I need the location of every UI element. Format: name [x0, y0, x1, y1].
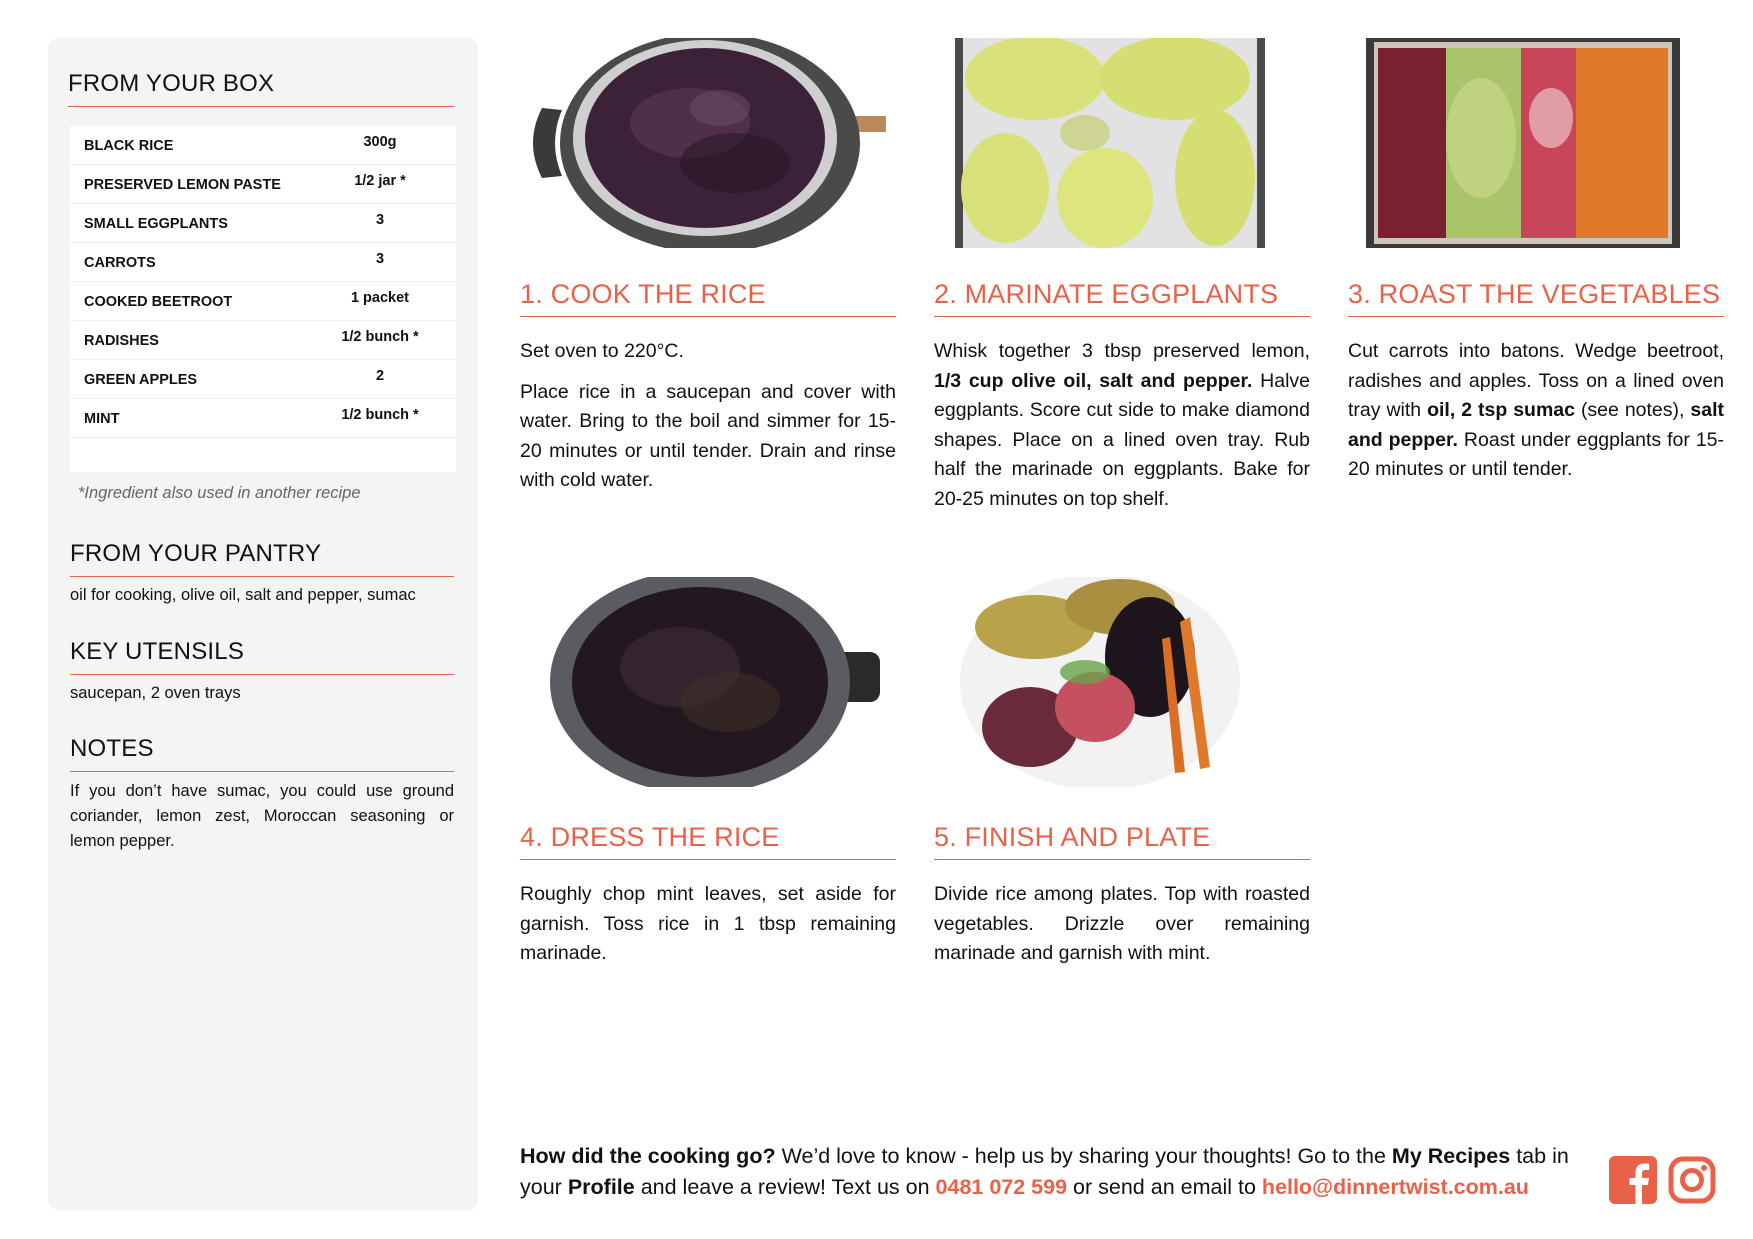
step-2-text: Halve eggplants. Score cut side to make diamond shapes. Place on a lined oven tray. Rub half the marinade on eggplants. Bake for 20-25 minutes on top shelf.	[934, 369, 1310, 510]
step-4-title: 4. DRESS THE RICE	[520, 822, 896, 860]
step-3-body	[1348, 337, 1724, 496]
step-3-title: 3. ROAST THE VEGETABLES	[1348, 279, 1724, 317]
ingredient-qty: 1/2 bunch *	[341, 329, 419, 345]
ingredient-name: PRESERVED LEMON PASTE	[84, 177, 281, 193]
email-link[interactable]: hello@dinnertwist.com.au	[1261, 1175, 1529, 1199]
scored-eggplants-tray-photo	[955, 38, 1265, 248]
from-your-box-heading: FROM YOUR BOX	[68, 70, 454, 107]
footer-text: We’d love to know - help us by sharing your thoughts! Go to the	[781, 1144, 1386, 1168]
ingredient-name: CARROTS	[84, 255, 156, 271]
ingredient-qty: 3	[375, 251, 385, 267]
ingredients-panel	[48, 38, 478, 1210]
ingredient-name: GREEN APPLES	[84, 372, 198, 388]
ingredient-qty: 300g	[363, 134, 397, 150]
step-2-text: Whisk together 3 tbsp preserved lemon,	[934, 340, 1310, 362]
step-4-text: Roughly chop mint leaves, set aside for garnish. Toss rice in 1 tbsp remaining marinade.	[520, 883, 896, 964]
step-2-title: 2. MARINATE EGGPLANTS	[934, 279, 1310, 317]
step-3-bold: oil, 2 tsp sumac	[1427, 399, 1575, 421]
footer-text: tab in your	[520, 1144, 1569, 1199]
ingredient-name: RADISHES	[84, 333, 159, 349]
step-1-text: Place rice in a saucepan and cover with water. Bring to the boil and simmer for 15-20 minutes or until tender. Drain and rinse with cold water.	[520, 380, 896, 491]
ingredient-name: COOKED BEETROOT	[84, 294, 233, 310]
step-1-text: Set oven to 220°C.	[520, 340, 684, 362]
plated-dish-photo	[955, 577, 1255, 787]
dressed-rice-pan-photo	[520, 577, 886, 787]
pantry-heading: FROM YOUR PANTRY	[70, 540, 454, 577]
ingredient-footnote: *Ingredient also used in another recipe	[78, 484, 361, 502]
phone-link[interactable]: 0481 072 599	[935, 1175, 1068, 1199]
ingredient-qty: 1/2 jar *	[354, 173, 406, 189]
step-1-title: 1. COOK THE RICE	[520, 279, 896, 317]
utensils-heading: KEY UTENSILS	[70, 638, 454, 675]
step-3-text: (see notes),	[1580, 399, 1685, 421]
step-5-title: 5. FINISH AND PLATE	[934, 822, 1310, 860]
step-3-text: Cut carrots into batons. Wedge beetroot, radishes and apples. Toss on a lined oven tray with	[1348, 340, 1724, 421]
ingredients-table	[70, 126, 456, 472]
ingredient-row	[70, 321, 456, 360]
instagram-icon[interactable]	[1668, 1156, 1716, 1204]
ingredient-name: MINT	[84, 411, 120, 427]
rice-in-sieve-photo	[520, 38, 886, 248]
facebook-icon[interactable]	[1609, 1156, 1657, 1204]
ingredient-qty: 1/2 bunch *	[341, 407, 419, 423]
step-2-body	[934, 337, 1310, 525]
step-4-body	[520, 880, 896, 980]
footer-text: or send an email to	[1073, 1175, 1256, 1199]
ingredient-name: SMALL EGGPLANTS	[84, 216, 228, 232]
ingredient-row	[70, 126, 456, 165]
ingredient-row	[70, 204, 456, 243]
ingredient-qty: 2	[375, 368, 385, 384]
footer-question: How did the cooking go?	[520, 1144, 776, 1168]
ingredient-name: BLACK RICE	[84, 138, 174, 154]
feedback-footer	[520, 1141, 1580, 1203]
ingredient-row	[70, 282, 456, 321]
step-1-body	[520, 337, 896, 507]
roasted-vegetables-tray-photo	[1366, 38, 1680, 248]
notes-heading: NOTES	[70, 735, 454, 772]
profile-label: Profile	[567, 1175, 635, 1199]
utensils-text: saucepan, 2 oven trays	[70, 684, 241, 702]
ingredient-row	[70, 165, 456, 204]
step-5-text: Divide rice among plates. Top with roasted vegetables. Drizzle over remaining marinade and garnish with mint.	[934, 883, 1310, 964]
step-5-body	[934, 880, 1310, 980]
step-3-bold: salt and pepper.	[1348, 399, 1724, 451]
step-3-text: Roast under eggplants for 15-20 minutes or until tender.	[1348, 428, 1724, 480]
pantry-text: oil for cooking, olive oil, salt and pepper, sumac	[70, 586, 416, 604]
ingredient-row	[70, 399, 456, 438]
ingredient-qty: 1 packet	[350, 290, 410, 306]
my-recipes-label: My Recipes	[1391, 1144, 1511, 1168]
ingredient-row	[70, 243, 456, 282]
ingredient-qty: 3	[375, 212, 385, 228]
step-2-bold: 1/3 cup olive oil, salt and pepper.	[934, 369, 1253, 392]
footer-text: and leave a review! Text us on	[640, 1175, 930, 1199]
notes-text: If you don’t have sumac, you could use ground coriander, lemon zest, Moroccan seasoning or lemon pepper.	[70, 782, 454, 850]
ingredient-row	[70, 360, 456, 399]
